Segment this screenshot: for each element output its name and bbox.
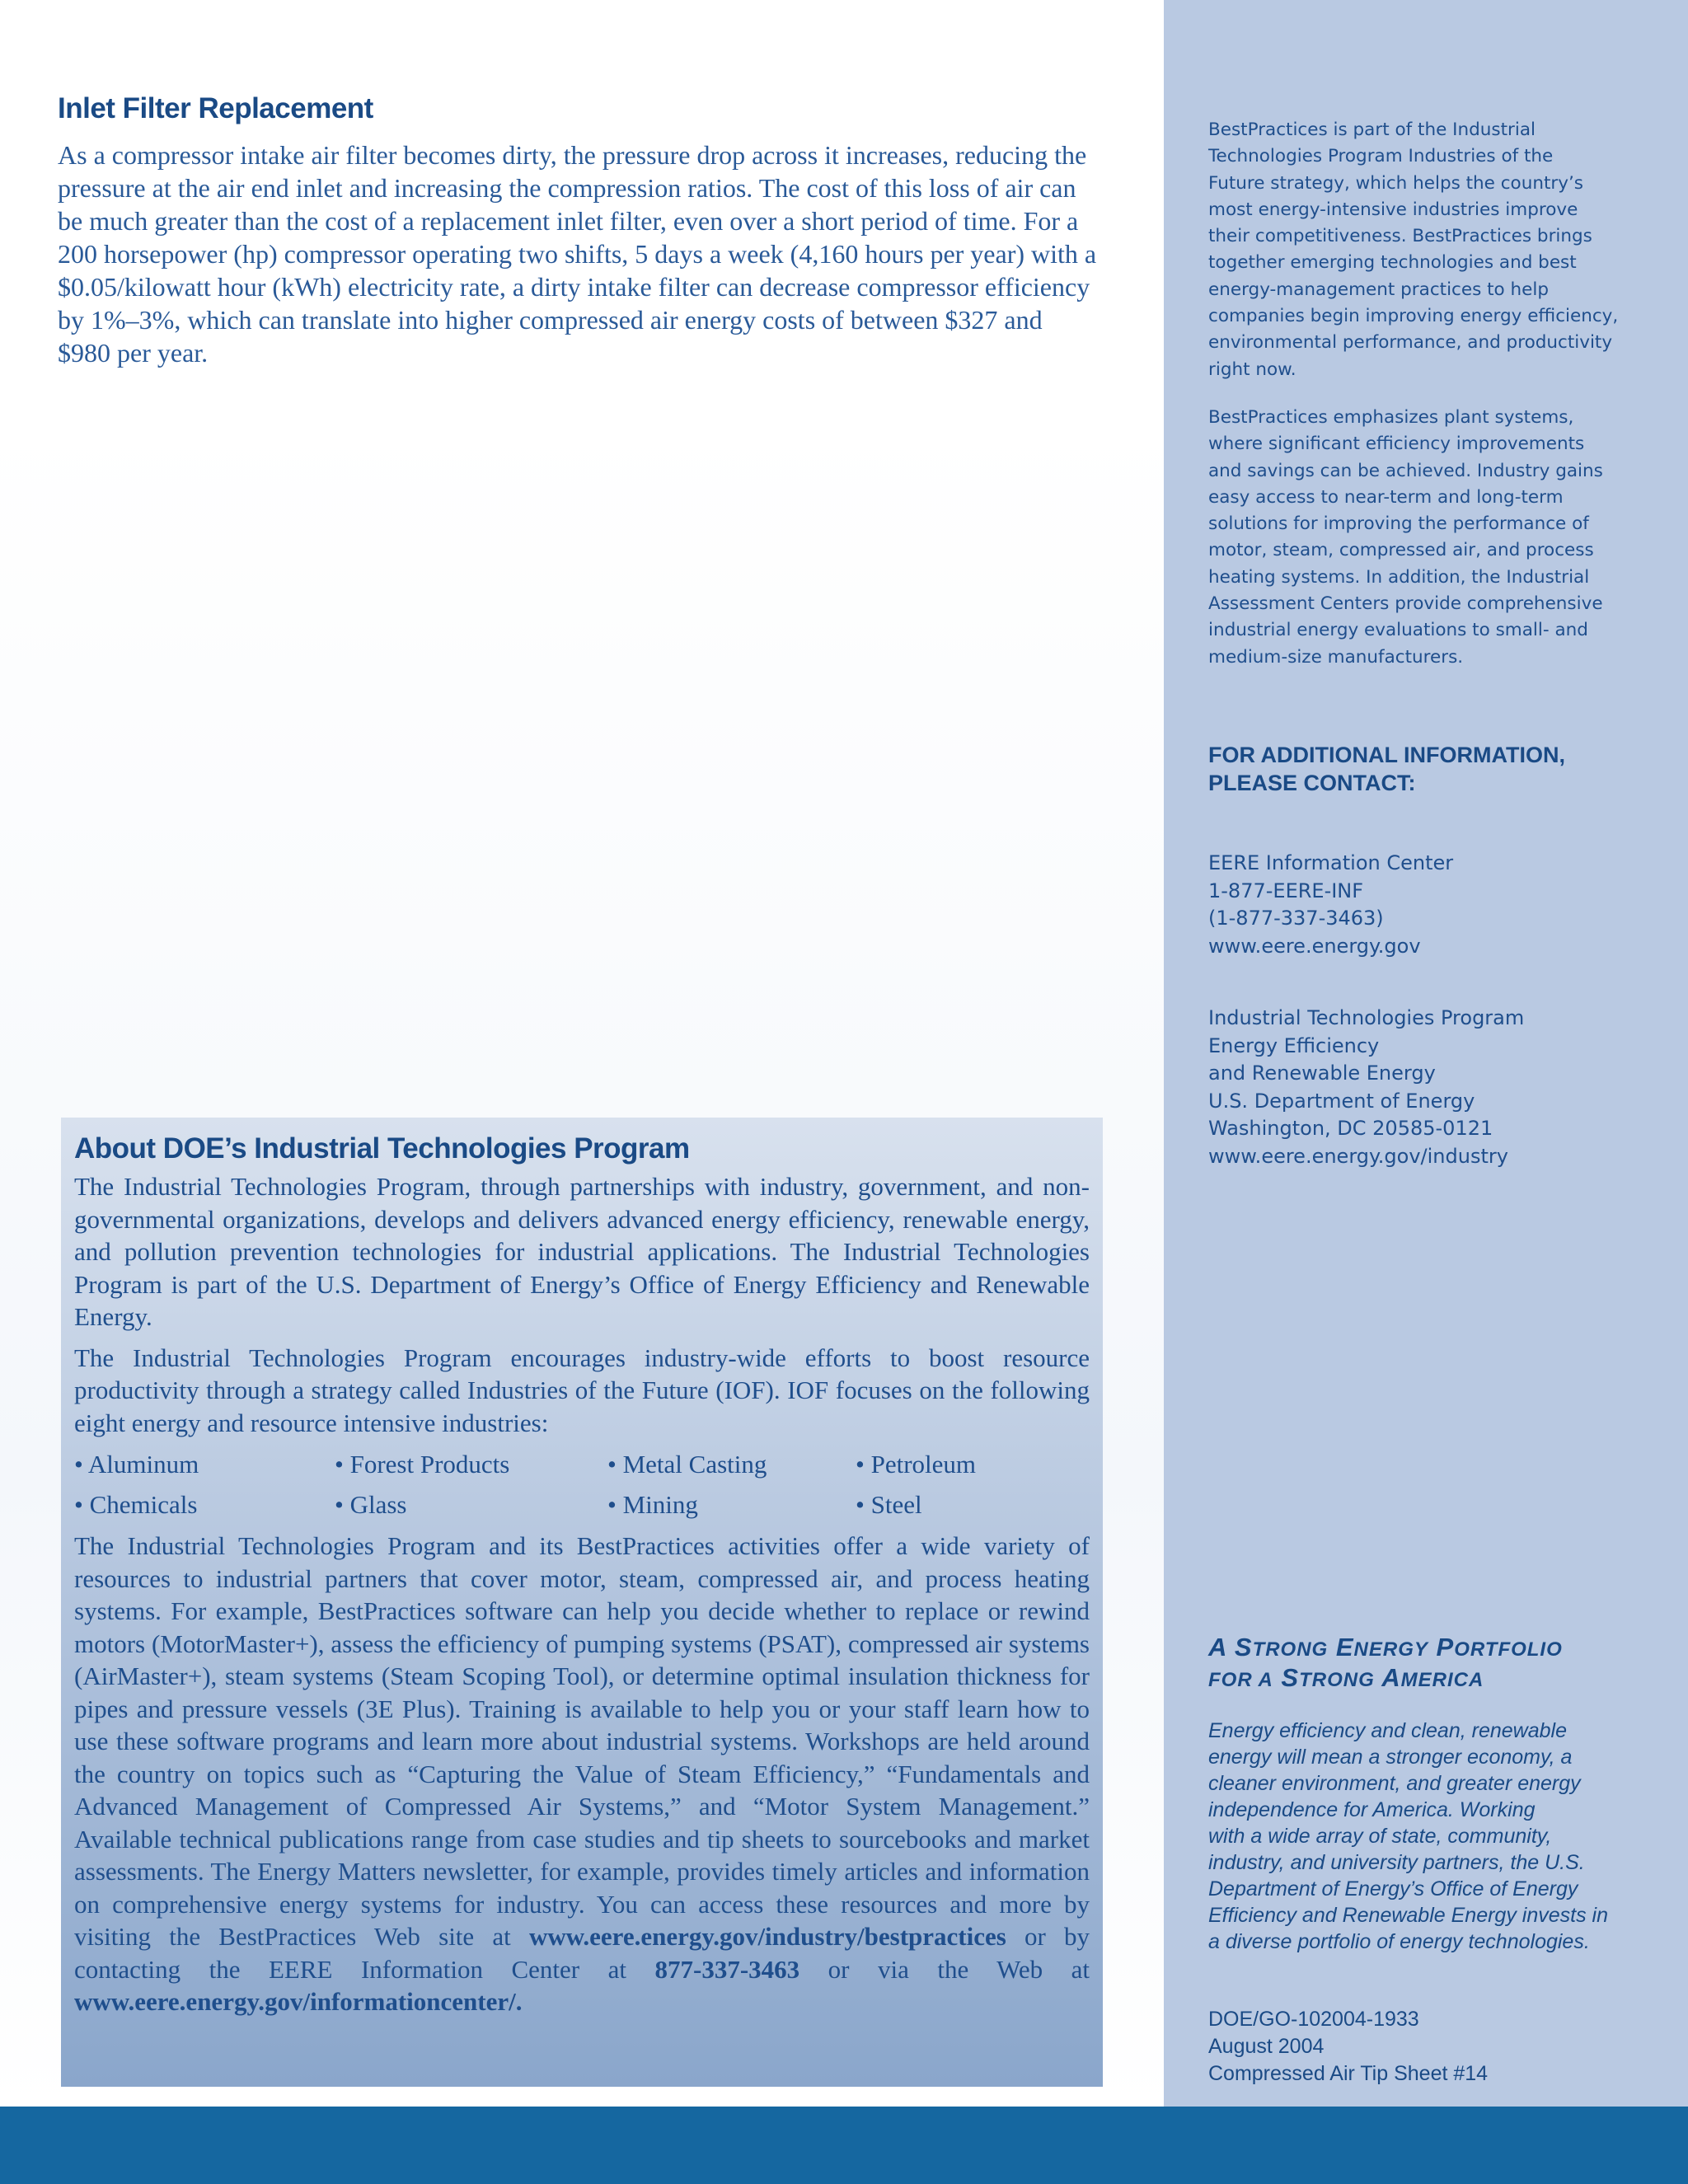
about-paragraph-2: The Industrial Technologies Program encourages industry-wide efforts to boost resource productivity through a strategy called Industries of the Future (IOF). IOF focuses on the following eight energy and resource intensive industries: [74,1343,1090,1437]
tagline-body-line: Energy efficiency and clean, renewable [1208,1719,1567,1742]
tagline-body-line: with a wide array of state, community, [1208,1825,1552,1848]
itp-contact [1208,1005,1637,1170]
tagline-body-line: Efficiency and Renewable Energy invests in [1208,1904,1608,1927]
sidebar-paragraph-2 [1208,405,1637,671]
phone-number[interactable]: 877-337-3463 [654,1954,800,1984]
industry-item: • Steel [856,1490,922,1519]
contact-website-link[interactable]: www.eere.energy.gov/industry [1208,1144,1508,1168]
sidebar-line: together emerging technologies and best [1208,252,1577,274]
industry-item: • Metal Casting [607,1450,767,1479]
industry-item: • Aluminum [74,1450,199,1479]
sidebar-line: medium-size manufacturers. [1208,646,1464,668]
industry-item: • Forest Products [335,1450,510,1479]
sidebar-line: their competitiveness. BestPractices brings [1208,226,1592,247]
tagline-body [1208,1718,1637,1955]
industry-item: • Mining [607,1490,698,1519]
industry-item: • Chemicals [74,1490,198,1519]
tagline-word: P [1436,1633,1455,1661]
about-paragraph-3 [74,1530,1090,2018]
tagline-word: NERGY [1353,1638,1428,1661]
contact-line: EERE Information Center [1208,851,1454,874]
sidebar-line: companies begin improving energy efficiency, [1208,306,1619,327]
tagline-line-2 [1208,1664,1637,1694]
contact-line: Energy Efficiency [1208,1033,1380,1057]
tagline-word: S [1281,1663,1300,1692]
bestpractices-link[interactable]: www.eere.energy.gov/industry/bestpractices [528,1922,1006,1951]
sidebar-line: most energy-intensive industries improve [1208,199,1578,220]
document-number: DOE/GO-102004-1933 [1208,2008,1419,2031]
tagline-word: A [1208,1633,1227,1661]
contact-phone[interactable]: 1-877-EERE-INF [1208,879,1364,902]
industry-item: • Glass [335,1490,407,1519]
sidebar-line: BestPractices emphasizes plant systems, [1208,407,1574,428]
tagline-body-line: industry, and university partners, the U.S. [1208,1851,1585,1874]
contact-line: and Renewable Energy [1208,1062,1436,1085]
tagline-word: S [1234,1633,1253,1661]
about-paragraph-3-text: The Industrial Technologies Program and its BestPractices activities offer a wide variety of resources to industrial partners that cover motor, steam, compressed air, and process heating systems. For example, BestPractices software can help you decide whether to replace or rewind motors (MotorMaster+), assess the efficiency of pumping systems (PSAT), compressed air systems (AirMaster+), steam systems (Steam Scoping Tool), or determine optimal insulation thickness for pipes and pressure vessels (3E Plus). Training is available to help you or your staff learn how to use these software programs and learn more about industrial systems. Workshops are held around the country on topics such as “Capturing the Value of Steam Efficiency,” “Fundamentals and Advanced Management of Compressed Air Systems,” and “Motor System Management.” Available technical publications range from case studies and tip sheets to sourcebooks and market assessments. The Energy Matters newsletter, for example, provides timely articles and information on comprehensive energy systems for industry. You can access these resources and more by visiting the BestPractices Web site at [74,1531,1090,1951]
contact-line: Washington, DC 20585-0121 [1208,1117,1493,1140]
sidebar-line: Assessment Centers provide comprehensive [1208,593,1603,615]
sidebar-line: Technologies Program Industries of the [1208,146,1554,167]
sidebar-line: solutions for improving the performance of [1208,513,1589,535]
tagline-body-line: Department of Energy’s Office of Energy [1208,1877,1578,1900]
footer-bar [0,2107,1688,2184]
industry-list [74,1444,1090,1525]
sidebar-line: easy access to near-term and long-term [1208,486,1564,508]
contact-phone[interactable]: (1-877-337-3463) [1208,907,1384,930]
about-heading: About DOE’s Industrial Technologies Program [74,1132,690,1165]
sidebar-line: right now. [1208,359,1296,380]
tagline-word: MERICA [1400,1669,1484,1691]
sidebar-line: BestPractices is part of the Industrial [1208,120,1536,140]
sidebar-line: energy-management practices to help [1208,279,1550,300]
sidebar-line: motor, steam, compressed air, and process [1208,540,1594,561]
contact-line: U.S. Department of Energy [1208,1089,1475,1113]
industry-item: • Petroleum [856,1450,977,1479]
tagline-word: E [1335,1633,1354,1661]
sidebar-line: Future strategy, which helps the country’s [1208,172,1583,194]
contact-line: Industrial Technologies Program [1208,1006,1525,1029]
tagline-word: TRONG [1252,1638,1329,1661]
contact-heading-line: PLEASE CONTACT: [1208,771,1416,795]
document-series: Compressed Air Tip Sheet #14 [1208,2062,1489,2085]
sidebar-line: industrial energy evaluations to small- and [1208,620,1588,641]
contact-website-link[interactable]: www.eere.energy.gov [1208,934,1421,958]
tagline-heading [1208,1633,1637,1694]
contact-heading-line: FOR ADDITIONAL INFORMATION, [1208,743,1565,767]
tagline-word: A [1381,1663,1401,1692]
information-center-link[interactable]: www.eere.energy.gov/informationcenter/. [74,1987,523,2016]
sidebar-paragraph-1 [1208,117,1637,383]
about-paragraph-1: The Industrial Technologies Program, through partnerships with industry, government, and non-governmental organizations, develops and delivers advanced energy efficiency, renewable energy, and pollution prevention technologies for industrial applications. The Industrial Technologies Program is part of the U.S. Department of Energy’s Office of Energy Efficiency and Renewable Energy. [74,1172,1090,1331]
inlet-body: As a compressor intake air filter becomes dirty, the pressure drop across it increases, reducing the pressure at the air end inlet and increasing the compression ratios. The cost of this loss of air can be much greater than the cost of a replacement inlet filter, even over a short period of time. For a 200 horsepower (hp) compressor operating two shifts, 5 days a week (4,160 hours per year) with a $0.05/kilowatt hour (kWh) electricity rate, a dirty intake filter can decrease compressor efficiency by 1%–3%, which can translate into higher compressed air energy costs of between $327 and $980 per year. [58,140,1097,368]
document-info [1208,2006,1637,2088]
tagline-body-line: independence for America. Working [1208,1798,1536,1821]
contact-heading [1208,741,1637,797]
tagline-word: ORTFOLIO [1454,1638,1563,1661]
tagline-body-line: a diverse portfolio of energy technologies. [1208,1930,1590,1953]
sidebar-line: where significant efficiency improvements [1208,434,1585,455]
sidebar-line: environmental performance, and productivity [1208,332,1613,354]
tagline-word: TRONG [1299,1669,1375,1691]
sidebar-line: and savings can be achieved. Industry gains [1208,460,1603,481]
about-paragraph-3-mid2: or via the Web at [828,1954,1090,1984]
document-date: August 2004 [1208,2035,1325,2058]
tagline-word: FOR A [1208,1669,1273,1691]
tagline-body-line: cleaner environment, and greater energy [1208,1772,1581,1795]
tagline-body-line: energy will mean a stronger economy, a [1208,1746,1573,1769]
about-box [61,1118,1103,2087]
eere-contact [1208,850,1637,960]
about-paragraph-3-mid: or by contacting the EERE Information Center at [74,1922,1090,1984]
sidebar-line: heating systems. In addition, the Industrial [1208,566,1590,588]
inlet-heading: Inlet Filter Replacement [58,92,373,124]
tagline-line-1 [1208,1633,1637,1664]
